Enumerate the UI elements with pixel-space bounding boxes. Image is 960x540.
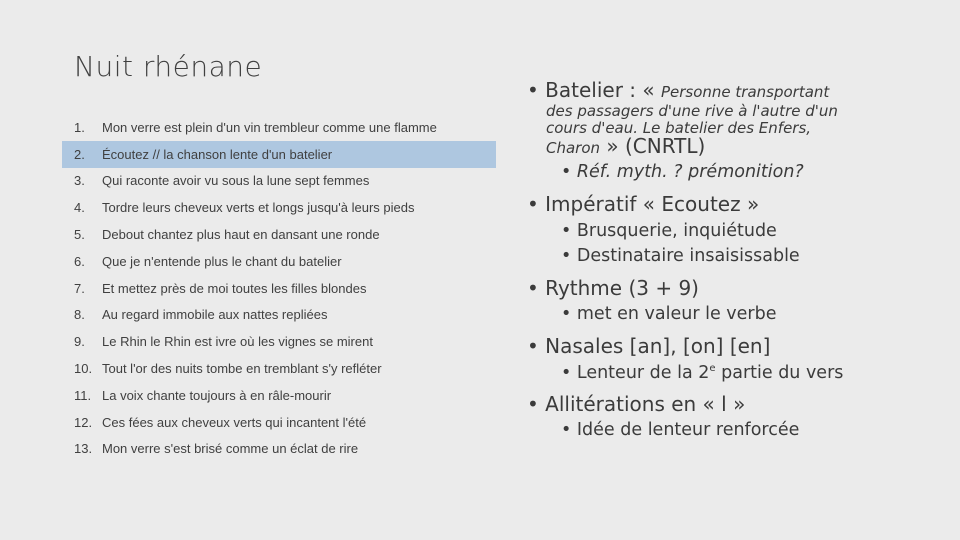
note-lenteur (561, 363, 843, 383)
line-text: Qui raconte avoir vu sous la lune sept femmes (102, 173, 370, 189)
note-batelier-def-line2: des passagers d'une rive à l'autre d'un (546, 102, 838, 120)
note-allit: • Allitérations en « l » (527, 392, 746, 416)
line-number: 8. (74, 307, 85, 323)
note-destinataire: • Destinataire insaisissable (561, 246, 800, 266)
note-idee: • Idée de lenteur renforcée (561, 420, 800, 440)
note-lenteur-sup: e (709, 363, 716, 375)
line-text: Mon verre s'est brisé comme un éclat de rire (102, 441, 359, 457)
line-text: Debout chantez plus haut en dansant une ronde (102, 227, 380, 243)
poem-line (62, 328, 496, 355)
note-imperatif: • Impératif « Ecoutez » (527, 192, 760, 216)
poem-line (62, 382, 496, 409)
note-batelier-def-line3: cours d'eau. Le batelier des Enfers, (546, 119, 812, 137)
poem-line-highlighted (62, 141, 496, 168)
line-number: 6. (74, 253, 85, 269)
note-lenteur-a: • Lenteur de la 2 (561, 363, 710, 383)
note-ref-myth: • Réf. myth. ? prémonition? (561, 162, 804, 182)
line-number: 10. (74, 361, 93, 377)
note-batelier-src: » (CNRTL) (600, 134, 706, 158)
poem-line (62, 194, 496, 221)
poem-line (62, 302, 496, 329)
note-batelier (527, 78, 829, 102)
line-text: Le Rhin le Rhin est ivre où les vignes se mirent (102, 334, 373, 350)
line-text: Que je n'entende plus le chant du batelier (102, 253, 342, 269)
line-number: 7. (74, 280, 85, 296)
poem-line (62, 168, 496, 195)
poem-line (62, 355, 496, 382)
line-text: Ces fées aux cheveux verts qui incantent l'été (102, 414, 367, 430)
line-number: 5. (74, 227, 85, 243)
note-batelier-def-line4: Charon (546, 139, 601, 157)
line-number: 1. (74, 119, 85, 135)
line-number: 12. (74, 414, 93, 430)
poem-line (62, 248, 496, 275)
note-batelier-head: • Batelier : « (527, 78, 661, 102)
note-batelier-source (546, 134, 705, 158)
line-text: Et mettez près de moi toutes les filles blondes (102, 280, 367, 296)
line-text: Écoutez // la chanson lente d'un batelier (102, 146, 333, 162)
line-number: 2. (74, 146, 85, 162)
line-text: Tout l'or des nuits tombe en tremblant s'y refléter (102, 361, 382, 377)
line-text: Mon verre est plein d'un vin trembleur comme une flamme (102, 119, 437, 135)
slide-title: Nuit rhénane (74, 50, 263, 83)
poem-line (62, 409, 496, 436)
poem-line (62, 114, 496, 141)
line-text: Tordre leurs cheveux verts et longs jusqu'à leurs pieds (102, 200, 415, 216)
line-number: 4. (74, 200, 85, 216)
note-rythme: • Rythme (3 + 9) (527, 276, 699, 300)
line-number: 3. (74, 173, 85, 189)
line-text: Au regard immobile aux nattes repliées (102, 307, 328, 323)
poem-line (62, 221, 496, 248)
note-brusquerie: • Brusquerie, inquiétude (561, 221, 777, 241)
poem-list (62, 114, 496, 462)
line-text: La voix chante toujours à en râle-mourir (102, 387, 332, 403)
note-lenteur-b: partie du vers (715, 363, 844, 383)
poem-line (62, 275, 496, 302)
line-number: 13. (74, 441, 93, 457)
note-met-en-valeur: • met en valeur le verbe (561, 304, 777, 324)
line-number: 11. (74, 387, 92, 403)
poem-line (62, 436, 496, 463)
note-nasales: • Nasales [an], [on] [en] (527, 334, 771, 358)
line-number: 9. (74, 334, 85, 350)
note-batelier-def: Personne transportant (660, 83, 830, 101)
